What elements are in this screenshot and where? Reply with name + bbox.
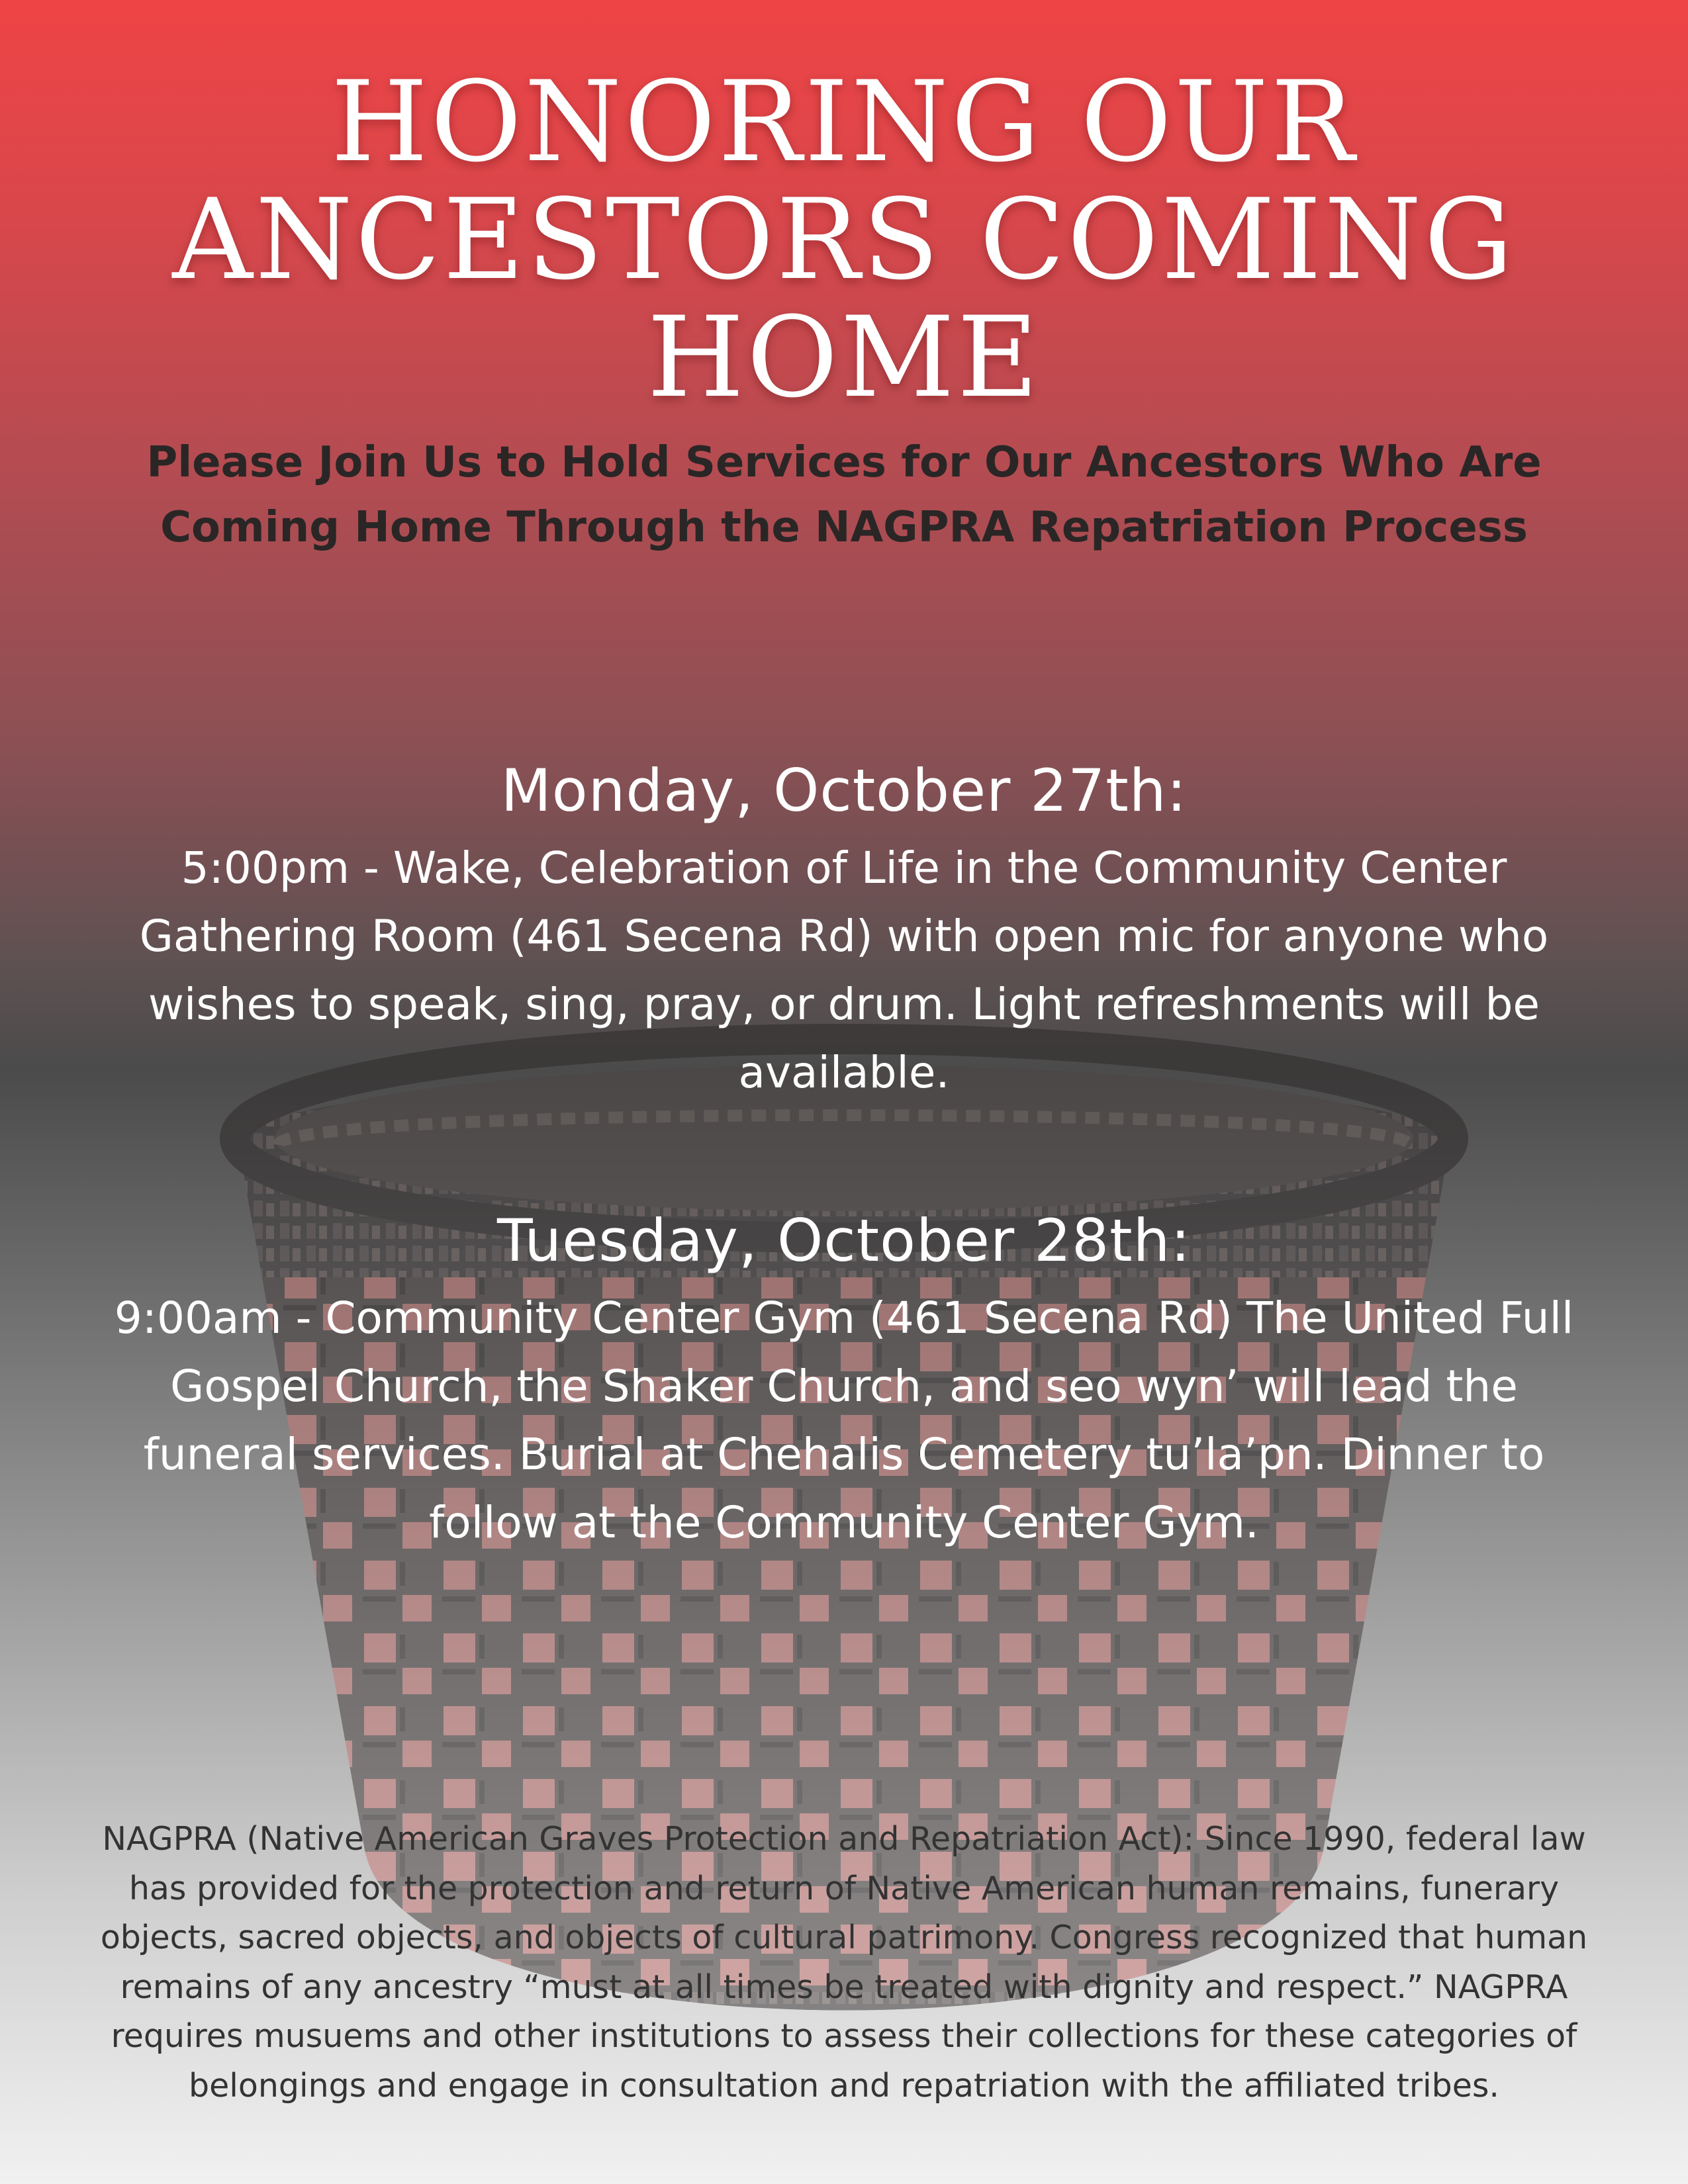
event-day-heading: Tuesday, October 28th: [496,1206,1191,1275]
page-title: HONORING OUR ANCESTORS COMING HOME [172,57,1516,422]
subtitle: Please Join Us to Hold Services for Our Ancestors Who Are Coming Home Through the NAGPRA Repatriation Process [146,438,1542,552]
event-monday [99,748,1589,1107]
event-day-heading: Monday, October 27th: [500,756,1188,825]
event-description: 9:00am - Community Center Gym (461 Secena Rd) The United Full Gospel Church, the Shaker Church, and seo wyn’ will lead the funeral services. Burial at Chehalis Cemetery tu’la’pn. Dinner to follow at the Community Center Gym. [114,1293,1574,1548]
event-description: 5:00pm - Wake, Celebration of Life in the Community Center Gathering Room (461 Secena Rd) with open mic for anyone who wishes to speak, sing, pray, or drum. Light refreshments will be available. [139,842,1549,1098]
nagpra-footnote: NAGPRA (Native American Graves Protection and Repatriation Act): Since 1990, federal law has provided for the protection and return of Native American human remains, funerary objects, sacred objects, and objects of cultural patrimony. Congress recognized that human remains of any ancestry “must at all times be treated with dignity and respect.” NAGPRA requires musuems and other institutions to assess their collections for these categories of belongings and engage in consultation and repatriation with the affiliated tribes. [100,1820,1588,2105]
event-tuesday [99,1198,1589,1557]
